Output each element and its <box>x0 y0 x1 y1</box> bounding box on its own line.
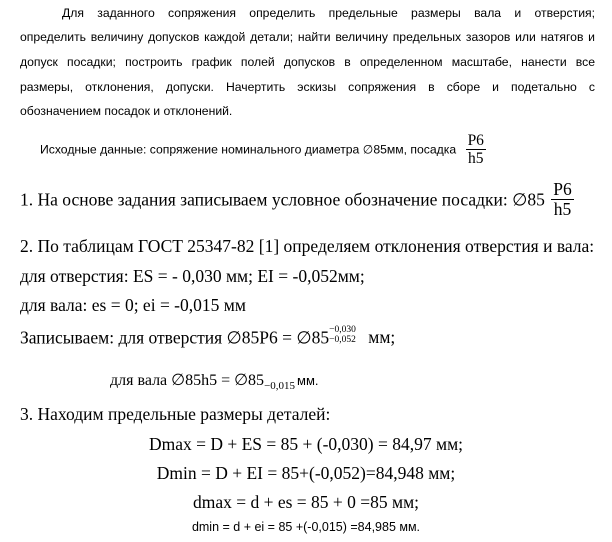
formula-dmax-hole: Dmax = D + ES = 85 + (-0,030) = 84,97 мм; <box>148 434 464 454</box>
record-hole-prefix: Записываем: для отверстия ∅85P6 = ∅85 <box>20 327 330 348</box>
formula-dmax-shaft: dmax = d + es = 85 + 0 =85 мм; <box>192 492 420 512</box>
step1-text: 1. На основе задания записываем условное обозначение посадки: ∅85 <box>20 189 545 210</box>
task-line-2: определить величину допусков каждой детали; найти величину предельных зазоров или натягов и <box>20 30 595 44</box>
given-fit-numerator: P6 <box>467 132 484 149</box>
task-line-3: допуск посадки; построить график полей допусков в определенном масштабе, нанести все <box>20 55 595 69</box>
step1-fit-fraction <box>551 180 573 220</box>
task-line-5: обозначением посадок и отклонений. <box>20 104 233 118</box>
step2-record-hole <box>20 326 395 348</box>
formula-dmin-shaft: dmin = d + ei = 85 +(-0,015) =84,985 мм. <box>191 520 421 534</box>
record-shaft-prefix: для вала ∅85h5 = ∅85 <box>110 372 265 389</box>
task-line-4: размеры, отклонения, допуски. Начертить эскизы сопряжения в сборе и подетально с <box>20 80 595 94</box>
record-shaft-unit: мм. <box>297 373 319 388</box>
record-hole-upper: −0,030 <box>329 324 356 335</box>
given-fit-denominator: h5 <box>468 150 484 168</box>
step3-heading: 3. Находим предельные размеры деталей: <box>20 404 331 424</box>
record-hole-lower: −0,052 <box>329 334 356 345</box>
record-shaft-deviation: −0,015 <box>264 380 296 392</box>
step2-heading: 2. По таблицам ГОСТ 25347-82 [1] определяем отклонения отверстия и вала: <box>20 236 595 256</box>
step2-shaft-deviations: для вала: es = 0; ei = -0,015 мм <box>20 295 246 315</box>
record-hole-unit: мм; <box>368 327 396 348</box>
task-line-1: Для заданного сопряжения определить предельные размеры вала и отверстия; <box>62 6 595 20</box>
given-fit-fraction <box>466 132 486 167</box>
step1-fit-numerator: P6 <box>553 179 572 199</box>
step1-line <box>20 180 574 220</box>
step1-fit-denominator: h5 <box>553 199 572 220</box>
record-hole-deviations <box>329 325 356 346</box>
formula-dmin-hole: Dmin = D + EI = 85+(-0,052)=84,948 мм; <box>156 463 456 483</box>
step2-hole-deviations: для отверстия: ES = - 0,030 мм; EI = -0,052мм; <box>20 266 365 286</box>
given-data <box>40 132 486 167</box>
step2-record-shaft <box>110 370 319 390</box>
given-text: Исходные данные: сопряжение номинального диаметра ∅85мм, посадка <box>40 142 457 157</box>
